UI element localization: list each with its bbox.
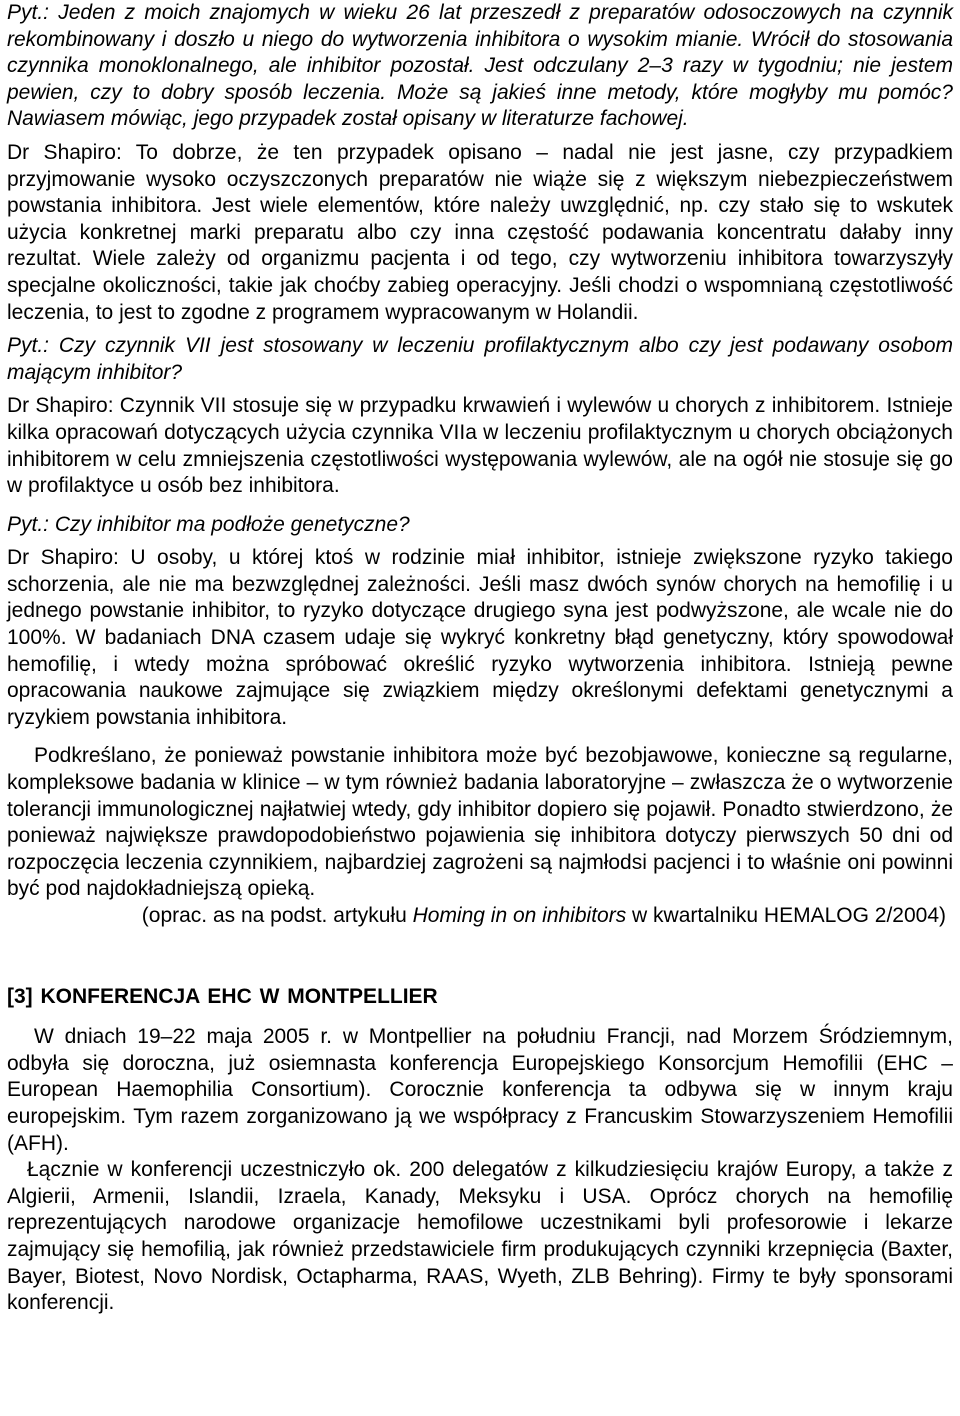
source-citation (7, 903, 953, 930)
question-2 (7, 333, 953, 386)
question-prefix: Pyt.: (7, 1, 50, 24)
question-text: Czy inhibitor ma podłoże genetyczne? (49, 512, 410, 536)
conference-paragraph-2: Łącznie w konferencji uczestniczyło ok. 200 delegatów z kilkudziesięciu krajów Europy, a także z Algierii, Armenii, Islandii, Izraela, Kanady, Meksyku i USA. Oprócz chorych na hemofilię reprezentujących narodowe organizacje hemofilowe uczestnikami byli profesorowie i lekarze zajmujący się hemofilią, jak również przedstawiciele firm produkujących czynniki krzepnięcia (Baxter, Bayer, Biotest, Novo Nordisk, Octapharma, RAAS, Wyeth, ZLB Behring). Firmy te były sponsorami konferencji. (7, 1158, 953, 1315)
answer-3: Dr Shapiro: U osoby, u której ktoś w rodzinie miał inhibitor, istnieje zwiększone ryzyko takiego schorzenia, ale nie ma bezwzględnej zależności. Jeśli masz dwóch synów chorych na hemofilię i u jednego powstanie inhibitor, to ryzyko dotyczące drugiego syna jest podwyższone, ale wcale nie do 100%. W badaniach DNA czasem udaje się wykryć konkretny błąd genetyczny, który spowodował hemofilię, i wtedy można spróbować określić ryzyko wytworzenia inhibitora. Istnieją pewne opracowania naukowe zajmujące się związkiem między określonymi defektami genetycznymi a ryzykiem powstania inhibitora. (7, 546, 953, 729)
conference-paragraph-1: W dniach 19–22 maja 2005 r. w Montpellier na południu Francji, nad Morzem Śródziemnym, odbyła się doroczna, już osiemnasta konferencja Europejskiego Konsorcjum Hemofilii (EHC – European Haemophilia Consortium). Corocznie konferencja ta odbywa się w innym kraju europejskim. Tym razem zorganizowano ją we współpracy z Francuskim Stowarzyszeniem Hemofilii (AFH). (7, 1025, 953, 1155)
question-text: Jeden z moich znajomych w wieku 26 lat przeszedł z preparatów odosoczowych na czynnik rekombinowany i doszło u niego do wytworzenia inhibitora o wysokim mianie. Wrócił do stosowania czynnika monoklonalnego, ale inhibitor pozostał. Jest odczulany 2–3 razy w tygodniu; nie jestem pewien, czy to dobry sposób leczenia. Może są jakieś inne metody, które mogłyby mu pomóc? Nawiasem mówiąc, jego przypadek został opisany w literaturze fachowej. (7, 1, 953, 131)
question-prefix: Pyt.: (7, 512, 50, 536)
section-heading: [3] KONFERENCJA EHC W MONTPELLIER (7, 984, 438, 1008)
question-1 (7, 0, 953, 133)
question-prefix: Pyt.: (7, 334, 50, 358)
question-text: Czy czynnik VII jest stosowany w leczeniu profilaktycznym albo czy jest podawany osobom mającym inhibitor? (7, 334, 953, 384)
answer-2: Dr Shapiro: Czynnik VII stosuje się w przypadku krwawień i wylewów u chorych z inhibitorem. Istnieje kilka opracowań dotyczących użycia czynnika VIIa w leczeniu profilaktycznym u chorych obciążonych inhibitorem w celu zmniejszenia częstotliwości występowania wylewów, ale na ogół nie stosuje się go w profilaktyce u osób bez inhibitora. (7, 394, 953, 498)
question-3 (7, 512, 953, 539)
source-article-title: Homing in on inhibitors (412, 904, 627, 927)
answer-1: Dr Shapiro: To dobrze, że ten przypadek opisano – nadal nie jest jasne, czy przypadkiem przyjmowanie wysoko oczyszczonych preparatów nie wiąże się z większym niebezpieczeństwem powstania inhibitora. Jest wiele elementów, które należy uwzględnić, np. czy stało się to wskutek użycia konkretnej marki preparatu albo czy inna częstość podawania koncentratu dałaby inny rezultat. Wiele zależy od organizmu pacjenta i od tego, czy wytworzeniu inhibitora towarzyszyły specjalne okoliczności, takie jak choćby zabieg operacyjny. Jeśli chodzi o wspomnianą częstotliwość leczenia, to jest to zgodne z programem wypracowanym w Holandii. (7, 140, 953, 324)
source-after: w kwartalniku HEMALOG 2/2004) (626, 904, 946, 927)
source-before: (oprac. as na podst. artykułu (141, 904, 413, 927)
summary-paragraph: Podkreślano, że ponieważ powstanie inhibitora może być bezobjawowe, konieczne są regularne, kompleksowe badania w klinice – w tym również badania laboratoryjne – zwłaszcza że o wytworzenie tolerancji immunologicznej najłatwiej wtedy, gdy inhibitor dopiero się pojawił. Ponadto stwierdzono, że ponieważ największe prawdopodobieństwo pojawienia się inhibitora dotyczy pierwszych 50 dni od rozpoczęcia leczenia czynnikiem, najbardziej zagrożeni są najmłodsi pacjenci i to właśnie oni powinni być pod najdokładniejszą opieką. (7, 744, 953, 901)
